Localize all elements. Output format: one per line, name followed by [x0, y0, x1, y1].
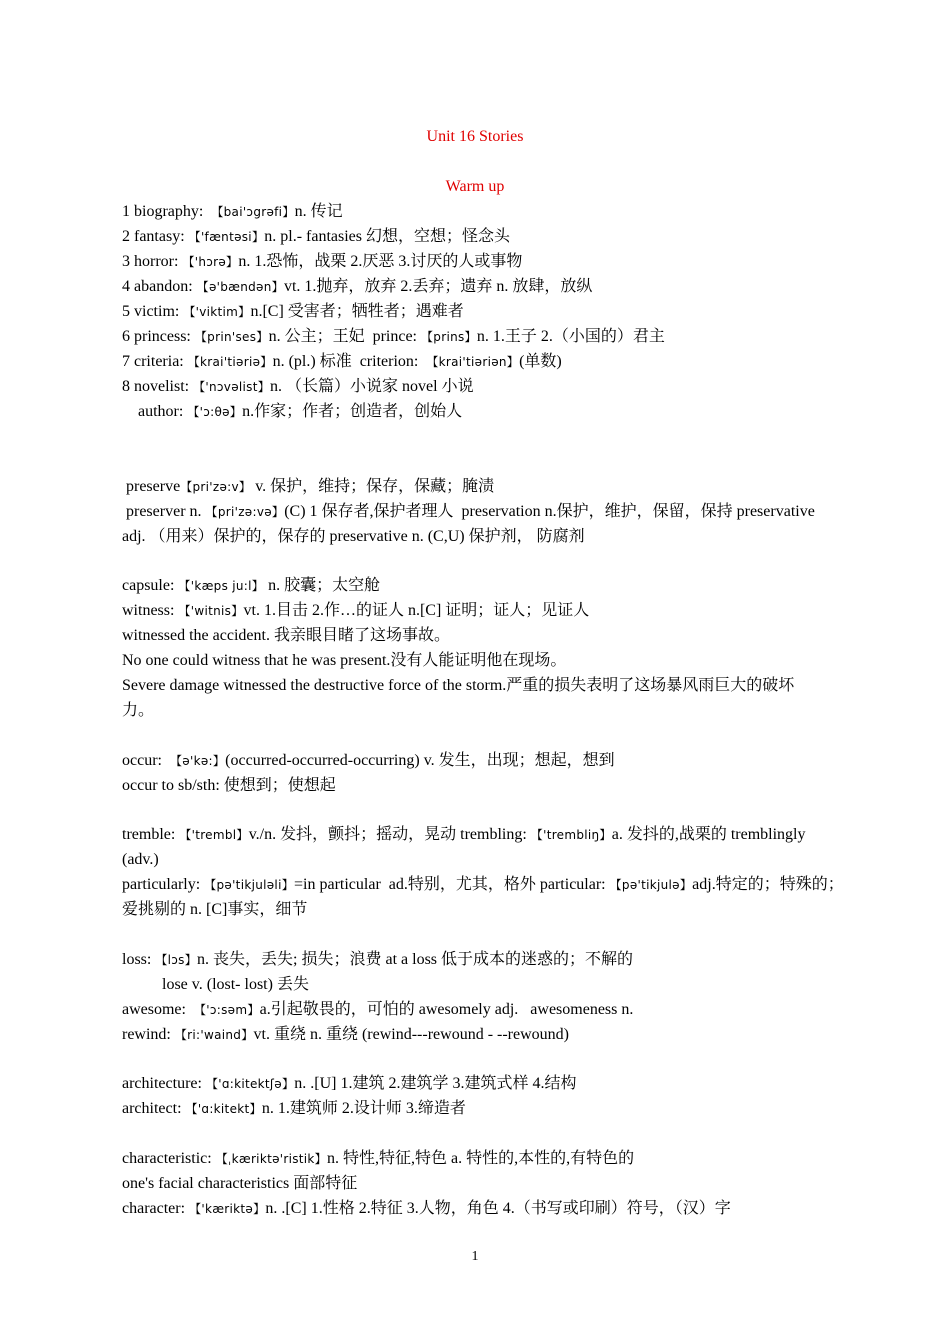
entry-text: occur: [122, 752, 170, 769]
entry-text: n.[C] 受害者；牺牲者；遇难者 [250, 303, 464, 320]
entry-text: n. 1.恐怖，战栗 2.厌恶 3.讨厌的人或事物 [238, 253, 523, 270]
phonetic-transcription: 【'witnis】 [178, 604, 244, 618]
entry-text: n. .[C] 1.性格 2.特征 3.人物，角色 4.（书写或印刷）符号，（汉）字 [265, 1200, 731, 1217]
entry-line [122, 1099, 842, 1119]
phonetic-transcription: 【lɔs】 [155, 953, 198, 967]
entry-line [122, 576, 842, 596]
entry-line [122, 950, 842, 970]
entry-text: n. 胶囊；太空舱 [264, 577, 381, 594]
entry-line [122, 850, 842, 870]
phonetic-transcription: 【'ɔ:səm】 [193, 1003, 260, 1017]
phonetic-transcription: 【prins】 [421, 330, 477, 344]
entry-line [122, 601, 842, 621]
entry-text: 6 princess: [122, 328, 195, 345]
entry-text: vt. 1.目击 2.作…的证人 n.[C] 证明；证人；见证人 [243, 602, 590, 619]
phonetic-transcription: 【'ɑ:kitektʃə】 [205, 1077, 295, 1091]
entry-line [122, 252, 842, 272]
entry-text: (单数) [519, 353, 562, 370]
entry-line [122, 626, 842, 646]
entry-text: n. 1.王子 2.（小国的）君主 [476, 328, 665, 345]
phonetic-transcription: 【'kæriktə】 [189, 1202, 266, 1216]
phonetic-transcription: 【krai'tiəriən】 [426, 355, 520, 369]
entry-text: loss: [122, 951, 156, 968]
entry-text: n.作家；作者；创造者，创始人 [242, 403, 463, 420]
entry-text: 7 criteria: [122, 353, 188, 370]
phonetic-transcription: 【'nɔvəlist】 [193, 380, 271, 394]
entry-text: n. 公主；王妃 prince: [268, 328, 421, 345]
entry-text: capsule: [122, 577, 179, 594]
entry-text: 4 abandon: [122, 278, 197, 295]
unit-title: Unit 16 Stories [426, 128, 524, 145]
entry-line [122, 651, 842, 671]
entry-text: n. 1.建筑师 2.设计师 3.缔造者 [261, 1100, 466, 1117]
entry-text: a.引起敬畏的，可怕的 awesomely adj. awesomeness n. [259, 1001, 634, 1018]
entry-text: architect: [122, 1100, 186, 1117]
entry-text: 力。 [122, 702, 155, 719]
entry-text: 8 novelist: [122, 378, 194, 395]
entry-line [122, 1149, 842, 1169]
phonetic-transcription: 【'trembl】 [179, 828, 249, 842]
entry-text: witness: [122, 602, 179, 619]
entry-text: lose v. (lost- lost) 丢失 [122, 976, 309, 993]
section-heading: Warm up [445, 178, 505, 195]
entry-text: 5 victim: [122, 303, 184, 320]
entry-text: n. (pl.) 标准 criterion: [272, 353, 427, 370]
phonetic-transcription: 【'viktim】 [183, 305, 251, 319]
phonetic-transcription: 【'kæps ju:l】 [178, 579, 265, 593]
phonetic-transcription: 【bai'ɔgrəfi】 [211, 205, 295, 219]
entry-line [122, 751, 842, 771]
entry-text: rewind: [122, 1026, 175, 1043]
phonetic-transcription: 【'ɔ:θə】 [187, 405, 243, 419]
entry-text: 2 fantasy: [122, 228, 189, 245]
phonetic-transcription: 【prin'ses】 [194, 330, 269, 344]
entry-line [122, 900, 842, 920]
entry-line [122, 1000, 842, 1020]
entry-text: author: [122, 403, 188, 420]
entry-text: a. 发抖的,战栗的 tremblingly [611, 826, 806, 843]
entry-text: Severe damage witnessed the destructive force of the storm.严重的损失表明了这场暴风雨巨大的破坏 [122, 677, 795, 694]
entry-line [122, 302, 842, 322]
phonetic-transcription: 【'hɔrə】 [182, 255, 239, 269]
entry-text: character: [122, 1200, 190, 1217]
entry-line [122, 277, 842, 297]
entry-line [122, 527, 842, 547]
entry-text: v./n. 发抖，颤抖；摇动，晃动 trembling: [248, 826, 531, 843]
page-number: 1 [471, 1249, 479, 1264]
entry-line [122, 701, 842, 721]
entry-line [122, 502, 842, 522]
entry-line [122, 202, 842, 222]
entry-line [122, 1174, 842, 1194]
entry-text: (occurred-occurred-occurring) v. 发生，出现；想起，想到 [225, 752, 615, 769]
entry-text: 爱挑剔的 n. [C]事实，细节 [122, 901, 308, 918]
entry-text: architecture: [122, 1075, 206, 1092]
phonetic-transcription: 【'ɑ:kitekt】 [185, 1102, 262, 1116]
phonetic-transcription: 【pri'zə:və】 [205, 505, 285, 519]
entry-text: characteristic: [122, 1150, 216, 1167]
entry-text: n. pl.- fantasies 幻想，空想；怪念头 [264, 228, 511, 245]
entry-text: n. .[U] 1.建筑 2.建筑学 3.建筑式样 4.结构 [294, 1075, 577, 1092]
entry-text: adj. （用来）保护的，保存的 preservative n. (C,U) 保护剂， 防腐剂 [122, 528, 585, 545]
phonetic-transcription: 【ə'kə:】 [169, 754, 226, 768]
entry-line [122, 377, 842, 397]
entry-text: (C) 1 保存者,保护者理人 preservation n.保护，维护，保留，保持 preservative [284, 503, 815, 520]
entry-text: 1 biography: [122, 203, 212, 220]
entry-text: n. 特性,特征,特色 a. 特性的,本性的,有特色的 [326, 1150, 635, 1167]
phonetic-transcription: 【pri'zə:v】 [180, 480, 252, 494]
entry-text: 3 horror: [122, 253, 183, 270]
entry-text: n. （长篇）小说家 novel 小说 [270, 378, 474, 395]
entry-line [122, 825, 842, 845]
entry-text: occur to sb/sth: 使想到；使想起 [122, 777, 336, 794]
entry-text: awesome: [122, 1001, 194, 1018]
entry-text: particularly: [122, 876, 205, 893]
entry-text: adj.特定的；特殊的； [692, 876, 844, 893]
entry-text: tremble: [122, 826, 180, 843]
phonetic-transcription: 【ˌkæriktə'ristik】 [215, 1152, 327, 1166]
phonetic-transcription: 【pə'tikjulə】 [609, 878, 693, 892]
entry-line [122, 227, 842, 247]
entry-text: preserve [122, 478, 181, 495]
entry-line [122, 875, 842, 895]
phonetic-transcription: 【'fæntəsi】 [188, 230, 265, 244]
phonetic-transcription: 【krai'tiəriə】 [187, 355, 273, 369]
entry-line [122, 1025, 842, 1045]
entry-line [122, 1074, 842, 1094]
entry-text: n. 丧失，丢失; 损失；浪费 at a loss 低于成本的迷惑的；不解的 [197, 951, 634, 968]
entry-text: vt. 重绕 n. 重绕 (rewind---rewound - --rewound) [253, 1026, 569, 1043]
entry-text: vt. 1.抛弃，放弃 2.丢弃；遗弃 n. 放肆，放纵 [283, 278, 593, 295]
phonetic-transcription: 【ə'bændən】 [196, 280, 284, 294]
entry-text: =in particular ad.特别，尤其，格外 particular: [294, 876, 610, 893]
entry-text: v. 保护，维持；保存，保藏；腌渍 [251, 478, 495, 495]
entry-text: one's facial characteristics 面部特征 [122, 1175, 358, 1192]
entry-text: (adv.) [122, 851, 159, 868]
entry-line [122, 402, 842, 422]
phonetic-transcription: 【ri:'waind】 [174, 1028, 254, 1042]
entry-line [122, 1199, 842, 1219]
entry-text: n. 传记 [294, 203, 343, 220]
entry-text: witnessed the accident. 我亲眼目睹了这场事故。 [122, 627, 450, 644]
entry-line [122, 776, 842, 796]
entry-line [122, 352, 842, 372]
phonetic-transcription: 【pə'tikjuləli】 [204, 878, 294, 892]
entry-text: preserver n. [122, 503, 206, 520]
entry-line [122, 676, 842, 696]
entry-text: No one could witness that he was present.没有人能证明他在现场。 [122, 652, 567, 669]
entry-line [122, 477, 842, 497]
entry-line [122, 975, 842, 995]
entry-line [122, 327, 842, 347]
phonetic-transcription: 【'trembliŋ】 [530, 828, 612, 842]
